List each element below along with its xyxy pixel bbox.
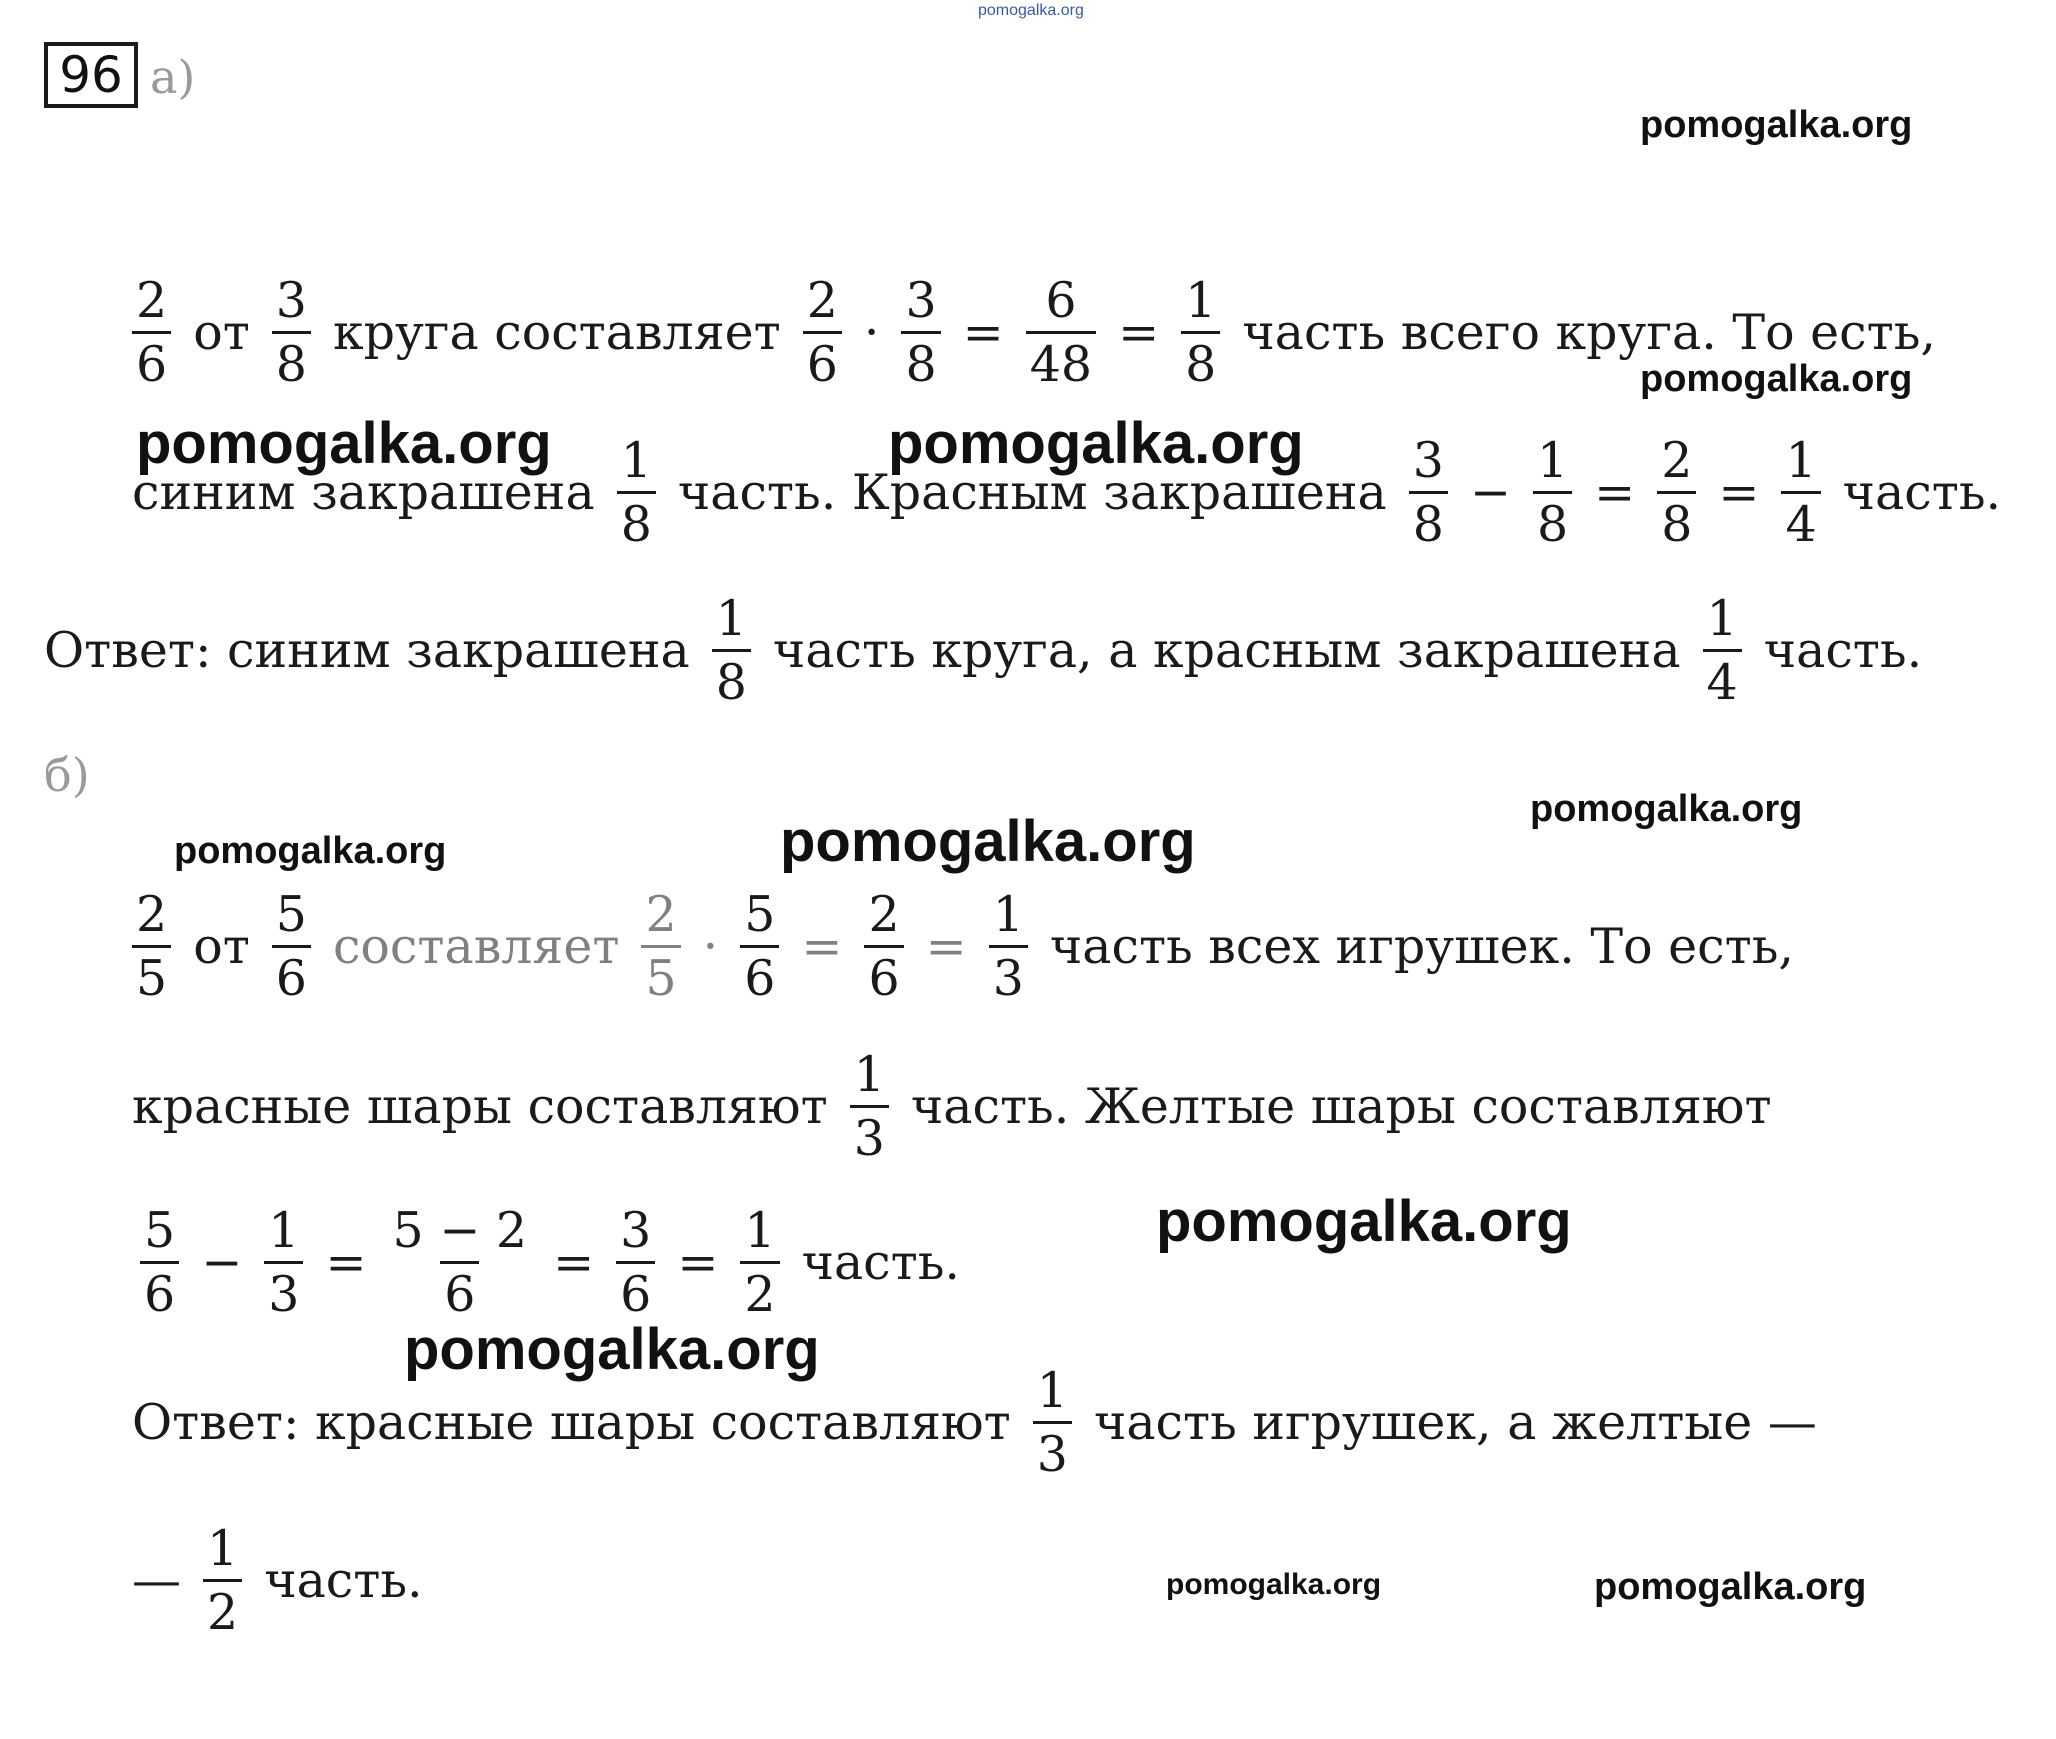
text: часть. Желтые шары составляют	[910, 1077, 1772, 1135]
fraction: $\frac{1}{8}$	[1181, 276, 1220, 389]
fraction: $\frac{5}{6}$	[740, 890, 779, 1003]
text: часть игрушек, а желтые —	[1093, 1393, 1817, 1451]
text: синим закрашена	[132, 463, 595, 521]
text: от	[193, 303, 250, 361]
watermark: pomogalka.org	[780, 809, 1196, 874]
watermark: pomogalka.org	[1530, 788, 1803, 830]
text: часть. Красным закрашена	[677, 463, 1387, 521]
fraction: $\frac{2}{6}$	[864, 890, 903, 1003]
fraction: $\frac{5 - 2}{6}$	[392, 1201, 528, 1323]
fraction: $\frac{1}{3}$	[264, 1206, 303, 1319]
fraction: $\frac{3}{8}$	[272, 276, 311, 389]
text: часть.	[264, 1551, 423, 1609]
watermark: pomogalka.org	[978, 2, 1084, 19]
equals-sign: =	[325, 1233, 367, 1291]
watermark: pomogalka.org	[1640, 358, 1913, 400]
fraction: $\frac{5}{6}$	[272, 890, 311, 1003]
equals-sign: =	[1118, 303, 1160, 361]
text: составляет	[332, 917, 620, 975]
watermark: pomogalka.org	[174, 830, 447, 872]
fraction: $\frac{1}{2}$	[740, 1206, 779, 1319]
text: часть.	[801, 1233, 960, 1291]
fraction: $\frac{3}{6}$	[616, 1206, 655, 1319]
minus-sign: −	[201, 1233, 243, 1291]
minus-sign: −	[1469, 463, 1511, 521]
equals-sign: =	[801, 917, 843, 975]
text: часть всех игрушек. То есть,	[1049, 917, 1794, 975]
fraction: $\frac{2}{8}$	[1657, 436, 1696, 549]
part-b-label: б)	[44, 748, 90, 802]
text: часть.	[1842, 463, 2002, 521]
fraction: $\frac{1}{8}$	[712, 594, 751, 707]
fraction: $\frac{1}{3}$	[989, 890, 1028, 1003]
fraction: $\frac{1}{4}$	[1703, 594, 1742, 707]
equals-sign: =	[962, 303, 1004, 361]
watermark: pomogalka.org	[1156, 1189, 1572, 1254]
part-b-line-1	[132, 876, 1816, 1016]
text: часть.	[1763, 621, 1923, 679]
fraction: $\frac{1}{8}$	[1533, 436, 1572, 549]
fraction: $\frac{3}{8}$	[901, 276, 940, 389]
part-b-line-3	[140, 1192, 982, 1332]
text: красные шары составляют	[132, 1077, 828, 1135]
watermark: pomogalka.org	[888, 411, 1304, 476]
fraction: $\frac{1}{4}$	[1781, 436, 1820, 549]
fraction: $\frac{6}{48}$	[1026, 276, 1096, 389]
equals-sign: =	[677, 1233, 719, 1291]
watermark: pomogalka.org	[136, 411, 552, 476]
part-b-answer-continuation	[132, 1510, 445, 1650]
text: Ответ: синим закрашена	[44, 621, 690, 679]
fraction: $\frac{1}{3}$	[850, 1050, 889, 1163]
text: от	[193, 917, 250, 975]
part-b-answer	[132, 1352, 1839, 1492]
watermark: pomogalka.org	[1594, 1566, 1867, 1608]
fraction: $\frac{1}{8}$	[617, 436, 656, 549]
fraction: $\frac{2}{5}$	[641, 890, 680, 1003]
text: часть всего круга. То есть,	[1242, 303, 1936, 361]
part-a-answer	[44, 580, 1944, 720]
equals-sign: =	[553, 1233, 595, 1291]
fraction: $\frac{5}{6}$	[140, 1206, 179, 1319]
watermark: pomogalka.org	[1166, 1568, 1382, 1601]
equals-sign: =	[925, 917, 967, 975]
fraction: $\frac{2}{5}$	[132, 890, 171, 1003]
equals-sign: =	[1718, 463, 1760, 521]
equals-sign: =	[1594, 463, 1636, 521]
fraction: $\frac{1}{3}$	[1033, 1366, 1072, 1479]
text: часть круга, а красным закрашена	[772, 621, 1681, 679]
watermark: pomogalka.org	[404, 1317, 820, 1382]
part-b-line-2	[132, 1036, 1794, 1176]
multiply-sign: ·	[863, 303, 880, 361]
watermark: pomogalka.org	[1640, 104, 1913, 146]
fraction: $\frac{1}{2}$	[203, 1524, 242, 1637]
text: Ответ: красные шары составляют	[132, 1393, 1011, 1451]
part-a-label: а)	[150, 50, 196, 104]
fraction: $\frac{3}{8}$	[1409, 436, 1448, 549]
problem-number: 96	[44, 42, 138, 108]
text: круга составляет	[332, 303, 781, 361]
fraction: $\frac{2}{6}$	[803, 276, 842, 389]
multiply-sign: ·	[702, 917, 719, 975]
dash: —	[132, 1551, 181, 1609]
fraction: $\frac{2}{6}$	[132, 276, 171, 389]
